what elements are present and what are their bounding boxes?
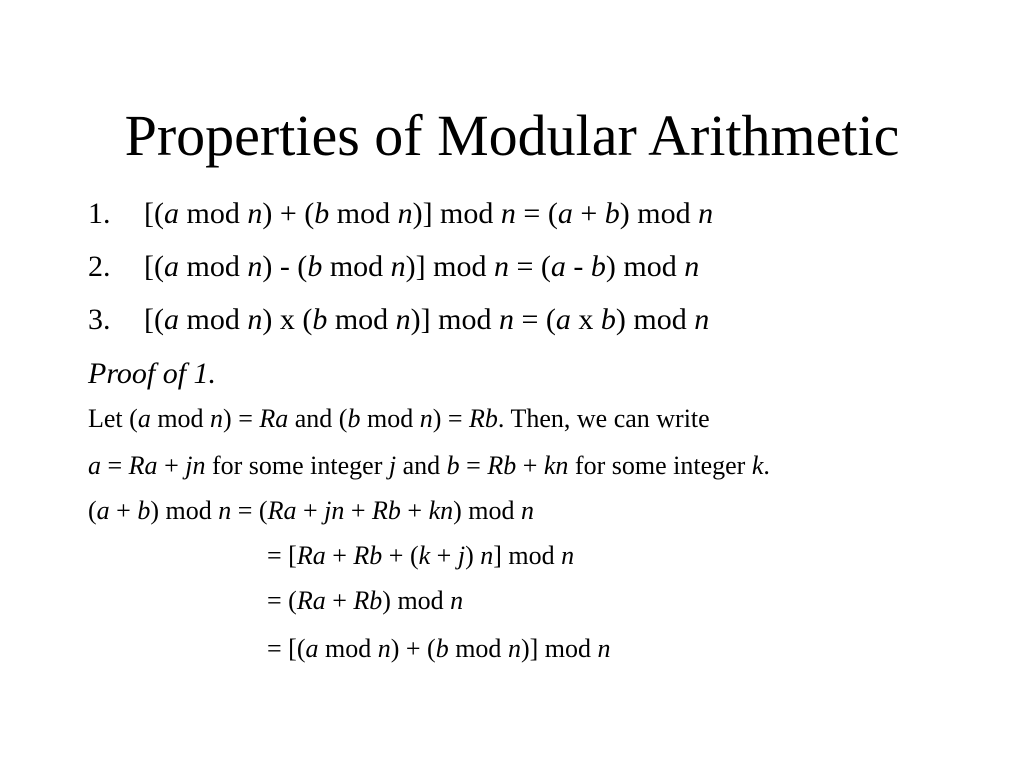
proof-line-5 [267,584,463,618]
text-segment: ) mod [615,303,695,336]
math-variable: a [88,451,101,480]
text-segment: )] mod [412,197,501,230]
text-segment: x [570,303,601,336]
proof-line-2 [88,449,770,483]
math-variable: b [347,404,361,433]
math-variable: n [694,303,710,336]
math-variable: a [163,197,179,230]
text-segment: - [565,250,591,283]
text-segment: for some integer [205,451,389,480]
math-variable: Rb [353,586,383,615]
math-variable: n [521,496,535,525]
property-expression [144,300,709,340]
math-variable: b [590,250,606,283]
math-variable: a [163,303,179,336]
text-segment: + [344,496,373,525]
math-variable: Ra [296,586,326,615]
math-variable: Ra [259,404,289,433]
text-segment: = [459,451,488,480]
math-variable: n [498,303,514,336]
math-variable: b [446,451,460,480]
math-variable: k [418,541,431,570]
math-variable: jn [185,451,206,480]
text-segment: mod [322,250,391,283]
text-segment: mod [360,404,420,433]
slide-title: Properties of Modular Arithmetic [124,103,900,168]
math-variable: n [390,250,406,283]
math-variable: jn [324,496,345,525]
math-variable: a [96,496,110,525]
text-segment: + [325,586,354,615]
text-segment: for some integer [568,451,752,480]
math-variable: b [604,197,620,230]
proof-line-1 [88,402,710,436]
text-segment: ) [465,541,481,570]
text-segment: ) + ( [390,634,436,663]
math-variable: a [305,634,319,663]
proof-heading: Proof of 1. [88,357,217,390]
text-segment: = ( [508,250,551,283]
math-variable: n [397,197,413,230]
proof-line-6 [267,632,610,666]
proof-line-4 [267,539,574,573]
math-variable: b [312,303,328,336]
math-variable: a [163,250,179,283]
property-number: 2. [88,250,111,283]
text-segment: mod [178,197,248,230]
text-segment: = [101,451,129,480]
text-segment: mod [318,634,378,663]
text-segment: mod [448,634,508,663]
text-segment: + [296,496,325,525]
text-segment: + [109,496,138,525]
math-variable: b [137,496,151,525]
text-segment: )] mod [410,303,499,336]
math-variable: kn [428,496,454,525]
math-variable: j [388,451,397,480]
proof-line-3 [88,494,534,528]
text-segment: + [325,541,354,570]
math-variable: j [457,541,466,570]
math-variable: n [493,250,509,283]
text-segment: ( [88,496,97,525]
text-segment: = [ [267,541,297,570]
math-variable: Rb [487,451,517,480]
text-segment: ) mod [150,496,219,525]
text-segment: and [396,451,447,480]
property-number: 1. [88,197,111,230]
text-segment: = ( [515,197,558,230]
text-segment: ] mod [493,541,562,570]
property-expression [144,247,699,287]
text-segment: = ( [231,496,268,525]
text-segment: + ( [382,541,419,570]
math-variable: b [600,303,616,336]
text-segment: + [400,496,429,525]
math-variable: n [561,541,575,570]
text-segment: . Then, we can write [497,404,710,433]
math-variable: Ra [267,496,297,525]
math-variable: n [247,197,263,230]
math-variable: Rb [469,404,498,433]
text-segment: ) = [432,404,470,433]
text-segment: + [157,451,186,480]
math-variable: n [698,197,714,230]
math-variable: n [247,303,263,336]
math-variable: n [597,634,611,663]
math-variable: n [247,250,263,283]
math-variable: a [557,197,573,230]
text-segment: ) + ( [262,197,315,230]
text-segment: [( [144,197,164,230]
text-segment: = [( [267,634,306,663]
text-segment: mod [327,303,396,336]
text-segment: ) mod [382,586,451,615]
text-segment: ) = [223,404,260,433]
text-segment: )] mod [405,250,494,283]
text-segment: ) mod [619,197,699,230]
math-variable: n [419,404,433,433]
math-variable: n [500,197,516,230]
math-variable: Rb [372,496,401,525]
math-variable: n [377,634,391,663]
text-segment: ) x ( [262,303,313,336]
text-segment: )] mod [520,634,598,663]
math-variable: b [314,197,330,230]
text-segment: . [763,451,770,480]
text-segment: Let ( [88,404,138,433]
math-variable: a [550,250,566,283]
math-variable: a [137,404,151,433]
text-segment: mod [178,303,248,336]
text-segment: [( [144,303,164,336]
math-variable: Ra [296,541,326,570]
math-variable: a [555,303,571,336]
math-variable: Rb [353,541,383,570]
text-segment: ) mod [453,496,522,525]
math-variable: Ra [128,451,158,480]
math-variable: n [218,496,232,525]
math-variable: kn [543,451,569,480]
math-variable: b [435,634,449,663]
text-segment: = ( [267,586,297,615]
text-segment: + [516,451,544,480]
text-segment: and ( [288,404,348,433]
math-variable: n [450,586,464,615]
text-segment: ) mod [605,250,685,283]
text-segment: [( [144,250,164,283]
text-segment: + [572,197,605,230]
math-variable: n [507,634,521,663]
property-expression [144,194,713,234]
math-variable: n [684,250,700,283]
text-segment: ) - ( [262,250,308,283]
math-variable: k [751,451,764,480]
text-segment: mod [178,250,248,283]
text-segment: mod [329,197,398,230]
math-variable: n [210,404,224,433]
text-segment: + [430,541,458,570]
math-variable: n [480,541,494,570]
property-number: 3. [88,303,111,336]
text-segment: mod [150,404,211,433]
math-variable: n [395,303,411,336]
math-variable: b [307,250,323,283]
text-segment: = ( [513,303,556,336]
